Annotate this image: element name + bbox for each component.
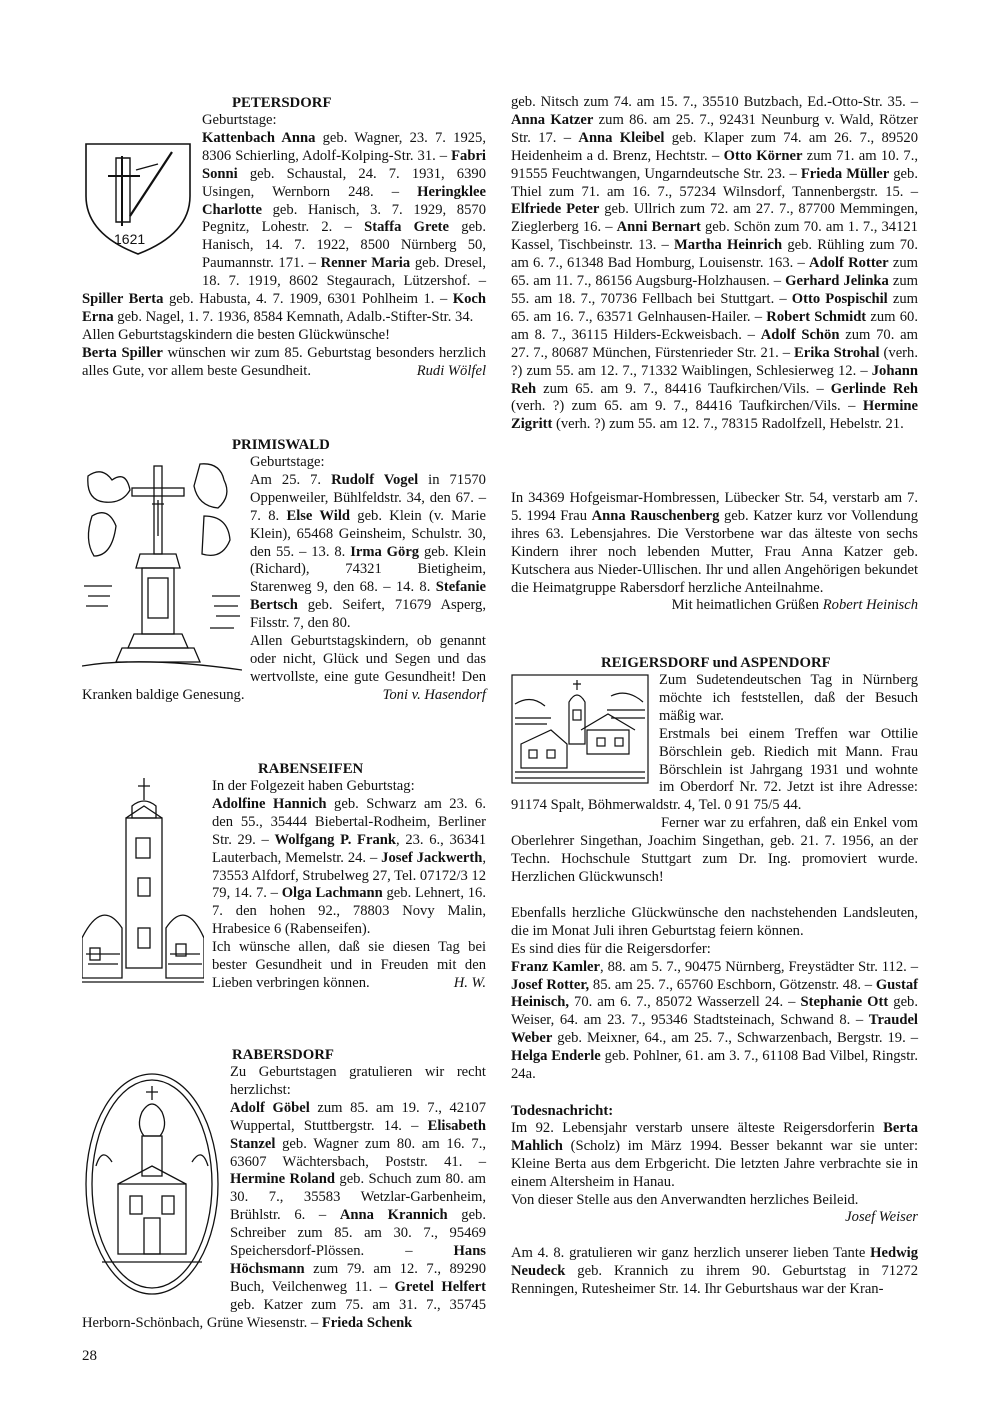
reigersdorf-para-5: Es sind dies für die Reigersdorfer:: [511, 940, 711, 957]
section-rabenseifen: [82, 760, 486, 1000]
section-rabersdorf: [82, 1046, 486, 1333]
intro-text: In der Folgezeit haben Geburtstag:: [212, 778, 415, 794]
special-wish: Berta Spiller wünschen wir zum 85. Geburtstag besonders herzlich alles Gute, vor allem beste Gesundheit. Rudi Wölfel: [82, 344, 486, 379]
rabersdorf-entries-continued: geb. Nitsch zum 74. am 15. 7., 35510 Butzbach, Ed.-Otto-Str. 35. – Anna Katzer zum 86. am 25. 7., 92431 Neunburg v. Wald, Rötzer Str. 17. – Anna Kleibel geb. Klaper zum 74. am 26. 7., 89520 Heidenheim a d. Brenz, Hechtstr. – Otto Körner zum 71. am 10. 7., 91555 Feuchtwangen, Ungarndeutsche Str. 23. – Frieda Müller geb. Thiel zum 71. am 16. 7., 57234 Wilnsdorf, Tannenbergstr. 15. – Elfriede Peter geb. Ullrich zum 72. am 27. 7., 87700 Memmingen, Zieglerberg 16. – Anni Bernart geb. Schön zum 70. am 1. 7., 34121 Kassel, Tischbeinstr. 13. – Martha Heinrich geb. Rühling zum 70. am 6. 7., 61348 Bad Homburg, Louisenstr. 163. – Adolf Rotter zum 65. am 11. 7., 86156 Augsburg-Holzhausen. – Gerhard Jelinka zum 55. am 18. 7., 70736 Fellbach bei Stuttgart. – Otto Pospischil zum 65. am 16. 7., 63571 Gelnhausen-Hailer. – Robert Schmidt zum 60. am 8. 7., 36115 Hilders-Eckweisbach. – Adolf Schön zum 70. am 27. 7., 80687 München, Fürstenrieder Str. 21. – Erika Strohal (verh. ?) zum 55. am 12. 7., 71332 Waiblingen, Schlesierweg 12. – Johann Reh zum 65. am 9. 7., 84416 Taufkirchen/Vils. – Gerlinde Reh (verh. ?) zum 65. am 9. 7., 84416 Taufkirchen/Vils. – Hermine Zigritt (verh. ?) zum 55. am 12. 7., 78315 Radolfzell, Hebelstr. 21.: [511, 94, 919, 433]
closing-text: Allen Geburtstagskindern die besten Glückwünsche!: [82, 326, 391, 343]
section-title: PETERSDORF: [232, 95, 332, 111]
section-petersdorf: [82, 94, 486, 381]
chapel-tower-icon: [82, 778, 204, 1000]
death-closing: Von dieser Stelle aus den Anverwandten herzliches Beileid.: [511, 1191, 859, 1208]
intro-text: Zu Geburtstagen gratulieren wir recht herzlichst:: [230, 1064, 486, 1098]
death-signature: [511, 1209, 918, 1227]
rabersdorf-continued: [511, 94, 918, 434]
section-primiswald: [82, 436, 486, 705]
signature: Josef Weiser: [845, 1209, 918, 1226]
village-church-icon: [511, 674, 651, 786]
svg-text:1621: 1621: [114, 231, 146, 247]
signature: H. W.: [453, 974, 486, 991]
section-title: PRIMISWALD: [232, 437, 330, 453]
section-title: RABENSEIFEN: [258, 761, 364, 777]
closing-text: Allen Geburtstagskindern, ob genannt oder nicht, Glück und Segen und das wertvollste, eine gute Gesundheit! Den Kranken baldige Genesung. Toni v. Hasendorf: [82, 633, 486, 703]
chapel-medallion-icon: [82, 1066, 222, 1300]
intro-text: Geburtstage:: [250, 454, 325, 470]
closing-text: Ich wünsche allen, daß sie diesen Tag bei bester Gesundheit und in Freuden mit den Lieben verbringen können. H. W.: [212, 939, 486, 991]
intro-text: Geburtstage:: [202, 112, 277, 128]
section-reigersdorf: [511, 654, 918, 1299]
obituary-rauschenberg: In 34369 Hofgeismar-Hombressen, Lübecker Str. 54, verstarb am 7. 5. 1994 Frau Anna Rauschenberg geb. Katzer kurz vor Vollendung ihres 63. Lebensjahres. Die Verstorbene war das älteste von sechs Kindern ihrer noch lebenden Mutter, Frau Anna Katzer geb. Kutschera aus Nieder-Ullischen. Ihr und allen Angehörigen bekundet die Heimatgruppe Rabersdorf herzliche Anteilnahme. Mit heimatlichen Grüßen Robert Heinisch: [511, 490, 918, 614]
death-notice: Im 92. Lebensjahr verstarb unsere älteste Reigersdorferin Berta Mahlich (Scholz) im März 1994. Besser bekannt war sie unter: Kleine Berta aus dem Erbgericht. Die letzten Jahre verbrachte sie in einem Altersheim in Hanau.: [511, 1119, 918, 1190]
obituary-signature: Mit heimatlichen Grüßen Robert Heinisch: [671, 597, 918, 614]
signature: Toni v. Hasendorf: [382, 686, 486, 703]
signature: Rudi Wölfel: [416, 362, 486, 379]
reigersdorf-para-4: Ebenfalls herzliche Glückwünsche den nachstehenden Landsleuten, die im Monat Juli ihren Geburtstag feiern können.: [511, 904, 918, 939]
rabenseifen-entries: Adolfine Hannich geb. Schwarz am 23. 6. den 55., 35444 Biebertal-Rodheim, Berliner Str. 29. – Wolfgang P. Frank, 23. 6., 36341 Lauterbach, Memelstr. 24. – Josef Jackwerth, 73553 Alfdorf, Strubelweg 27, Tel. 07172/3 12 79, 14. 7. – Olga Lachmann geb. Lehnert, 16. 7. den hohen 92., 78803 Novy Malin, Hrabesice 6 (Rabenseifen).: [212, 795, 486, 938]
final-birthday: Am 4. 8. gratulieren wir ganz herzlich unserer lieben Tante Hedwig Neudeck geb. Krannich zu ihrem 90. Geburtstag in 71272 Renningen, Rutesheimer Str. 14. Ihr Geburtshaus war der Kran-: [511, 1245, 918, 1298]
rabersdorf-entries: Adolf Göbel zum 85. am 19. 7., 42107 Wuppertal, Stuttbergstr. 14. – Elisabeth Stanzel geb. Wagner zum 80. am 16. 7., 63607 Wächtersbach, Poststr. 41. – Hermine Roland geb. Schuch zum 80. am 30. 7., 35583 Wetzlar-Garbenheim, Brühlstr. 6. – Anna Krannich geb. Schreiber zum 85. am 30. 7., 95469 Speichersdorf-Plössen. – Hans Höchsmann zum 79. am 12. 7., 89290 Buch, Veilchenweg 11. – Gretel Helfert geb. Katzer zum 75. am 31. 7., 35745 Herborn-Schönbach, Grüne Wiesenstr. – Frieda Schenk: [82, 1099, 486, 1331]
page-number: 28: [82, 1348, 97, 1364]
crucifix-monument-icon: [82, 456, 242, 686]
section-title: RABERSDORF: [232, 1047, 334, 1063]
signature: Robert Heinisch: [822, 597, 918, 614]
reigersdorf-para-1: Zum Sudetendeutschen Tag in Nürnberg möchte ich feststellen, daß der Besuch mäßig war.: [659, 672, 918, 724]
primiswald-entries: Am 25. 7. Rudolf Vogel in 71570 Oppenweiler, Bühlfeldstr. 34, den 67. – 7. 8. Else Wild geb. Klein (v. Marie Klein), 65468 Geinsheim, Schulstr. 30, den 55. – 13. 8. Irma Görg geb. Klein (Richard), 74321 Bietigheim, Starenweg 9, den 68. – 14. 8. Stefanie Bertsch geb. Seifert, 71679 Asperg, Filsstr. 7, den 80.: [250, 471, 487, 632]
reigersdorf-entries: Franz Kamler, 88. am 5. 7., 90475 Nürnberg, Freystädter Str. 112. – Josef Rotter, 85. am 25. 7., 65760 Eschborn, Götzenstr. 48. – Gustaf Heinisch, 70. am 6. 7., 85072 Wasserzell 24. – Stephanie Ott geb. Weiser, 64. am 23. 7., 95346 Stadtsteinach, Schwand 8. – Traudel Weber geb. Meixner, 64., am 25. 7., Schwarzenbach, Bergstr. 19. – Helga Enderle geb. Pohlner, 61. am 3. 7., 61108 Bad Vilbel, Ringstr. 24a.: [511, 958, 918, 1083]
reigersdorf-para-3: Ferner war zu erfahren, daß ein Enkel vom Oberlehrer Singethan, Joachim Singethan, geb. 21. 7. 1956, an der Techn. Hochschule Stuttgart zum Dr. Ing. promoviert wurde. Herzlichen Glückwunsch!: [511, 815, 918, 885]
coat-of-arms-icon: [82, 116, 194, 278]
death-notice-title: Todesnachricht:: [511, 1102, 614, 1119]
section-title: REIGERSDORF und ASPENDORF: [601, 655, 831, 671]
petersdorf-entries: Kattenbach Anna geb. Wagner, 23. 7. 1925, 8306 Schierling, Adolf-Kolping-Str. 31. – Fabri Sonni geb. Schaustal, 24. 7. 1931, 6390 Usingen, Wernborn 248. – Heringklee Charlotte geb. Hanisch, 3. 7. 1929, 8570 Pegnitz, Lohestr. 2. – Staffa Grete geb. Hanisch, 14. 7. 1922, 8500 Nürnberg 50, Paumannstr. 171. – Renner Maria geb. Dresel, 18. 7. 1919, 8602 Stegaurach, Lützershof. – Spiller Berta geb. Habusta, 4. 7. 1909, 6301 Pohlheim 1. – Koch Erna geb. Nagel, 1. 7. 1936, 8584 Kemnath, Adalb.-Stifter-Str. 34.: [82, 129, 486, 325]
reigersdorf-para-2: Erstmals bei einem Treffen war Ottilie Börschlein geb. Riedich mit Mann. Frau Börschlein ist Jahrgang 1931 und wohnte im Oberdorf Nr. 72. Jetzt ist ihre Adresse: 91174 Spalt, Böhmerwaldstr. 4, Tel. 0 91 75/5 44.: [511, 725, 918, 814]
